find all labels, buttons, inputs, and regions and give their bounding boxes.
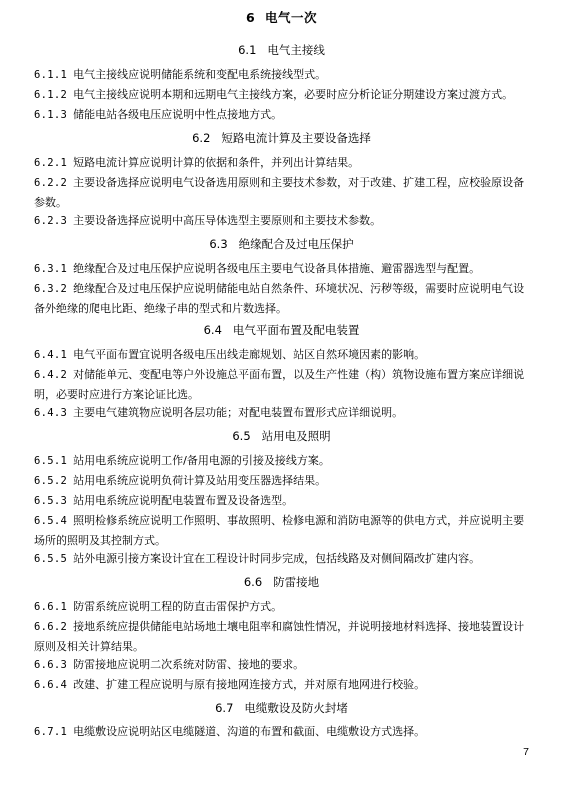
clause-number: 6.5.3: [34, 495, 68, 507]
clause-6-1-1: [34, 65, 530, 85]
clause-text: 绝缘配合及过电压保护应说明储能电站自然条件、环境状况、污秽等级，需要时应说明电气设备外绝缘的爬电比距、绝缘子串的型式和片数选择。: [34, 282, 525, 315]
clause-6-4-1: [34, 345, 530, 365]
clause-text: 电气主接线应说明储能系统和变配电系统接线型式。: [73, 68, 327, 81]
section-title-6-1: 6.1 电气主接线: [238, 43, 325, 57]
clause-6-3-1: [34, 259, 530, 279]
clause-6-2-3: [34, 211, 530, 231]
clause-6-1-2: [34, 85, 530, 105]
clause-text: 主要设备选择应说明中高压导体选型主要原则和主要技术参数。: [73, 214, 382, 227]
clause-6-7-1: [34, 722, 530, 742]
clause-6-4-2: [34, 365, 530, 404]
page-number: 7: [523, 746, 529, 758]
clause-text: 防雷接地应说明二次系统对防雷、接地的要求。: [73, 658, 305, 671]
clause-number: 6.5.4: [34, 515, 68, 527]
clause-text: 对储能单元、变配电等户外设施总平面布置，以及生产性建（构）筑物设施布置方案应详细说明，必要时应进行方案论证比选。: [34, 368, 525, 401]
clause-number: 6.3.1: [34, 263, 68, 275]
clause-6-6-4: [34, 675, 530, 695]
clause-6-4-3: [34, 403, 530, 423]
clause-number: 6.1.3: [34, 109, 68, 121]
clause-number: 6.6.4: [34, 679, 68, 691]
clause-number: 6.1.2: [34, 89, 68, 101]
clause-text: 储能电站各级电压应说明中性点接地方式。: [73, 108, 283, 121]
clause-number: 6.7.1: [34, 726, 68, 738]
clause-text: 照明检修系统应说明工作照明、事故照明、检修电源和消防电源等的供电方式，并应说明主要场所的照明及其控制方式。: [34, 514, 525, 547]
clause-text: 站外电源引接方案设计宜在工程设计时同步完成，包括线路及对侧间隔改扩建内容。: [73, 552, 481, 565]
clause-number: 6.5.1: [34, 455, 68, 467]
clause-number: 6.4.1: [34, 349, 68, 361]
clause-number: 6.4.2: [34, 369, 68, 381]
clause-text: 站用电系统应说明负荷计算及站用变压器选择结果。: [73, 474, 327, 487]
clause-6-1-3: [34, 105, 530, 125]
clause-6-6-3: [34, 655, 530, 675]
section-title-6-7: 6.7 电缆敷设及防火封堵: [215, 701, 348, 715]
clause-number: 6.6.3: [34, 659, 68, 671]
clause-number: 6.5.5: [34, 553, 68, 565]
clause-6-5-1: [34, 451, 530, 471]
clause-number: 6.3.2: [34, 283, 68, 295]
clause-text: 防雷系统应说明工程的防直击雷保护方式。: [73, 600, 283, 613]
clause-number: 6.2.1: [34, 157, 68, 169]
section-title-6-4: 6.4 电气平面布置及配电装置: [203, 323, 360, 337]
clause-6-3-2: [34, 279, 530, 318]
clause-number: 6.4.3: [34, 407, 68, 419]
clause-6-5-3: [34, 491, 530, 511]
clause-text: 站用电系统应说明配电装置布置及设备选型。: [73, 494, 294, 507]
clause-number: 6.5.2: [34, 475, 68, 487]
clause-6-2-1: [34, 153, 530, 173]
clause-number: 6.2.3: [34, 215, 68, 227]
clause-text: 电气平面布置宜说明各级电压出线走廊规划、站区自然环境因素的影响。: [73, 348, 426, 361]
clause-number: 6.1.1: [34, 69, 68, 81]
clause-6-5-5: [34, 549, 530, 569]
section-title-6-3: 6.3 绝缘配合及过电压保护: [209, 237, 354, 251]
clause-text: 主要电气建筑物应说明各层功能；对配电装置布置形式应详细说明。: [73, 406, 404, 419]
clause-number: 6.6.2: [34, 621, 68, 633]
clause-text: 接地系统应提供储能电站场地土壤电阻率和腐蚀性情况，并说明接地材料选择、接地装置设计原则及相关计算结果。: [34, 620, 525, 653]
clause-text: 电气主接线应说明本期和远期电气主接线方案，必要时应分析论证分期建设方案过渡方式。: [73, 88, 514, 101]
clause-text: 主要设备选择应说明电气设备选用原则和主要技术参数，对于改建、扩建工程，应校验原设备参数。: [34, 176, 525, 209]
clause-number: 6.6.1: [34, 601, 68, 613]
clause-number: 6.2.2: [34, 177, 68, 189]
clause-6-6-2: [34, 617, 530, 656]
clause-6-6-1: [34, 597, 530, 617]
section-title-6-2: 6.2 短路电流计算及主要设备选择: [192, 131, 371, 145]
clause-6-2-2: [34, 173, 530, 212]
clause-6-5-2: [34, 471, 530, 491]
clause-text: 短路电流计算应说明计算的依据和条件，并列出计算结果。: [73, 156, 360, 169]
clause-6-5-4: [34, 511, 530, 550]
clause-text: 电缆敷设应说明站区电缆隧道、沟道的布置和截面、电缆敷设方式选择。: [73, 725, 426, 738]
clause-text: 改建、扩建工程应说明与原有接地网连接方式，并对原有地网进行校验。: [73, 678, 426, 691]
chapter-title: 6 电气一次: [246, 10, 317, 25]
clause-text: 绝缘配合及过电压保护应说明各级电压主要电气设备具体措施、避雷器选型与配置。: [73, 262, 481, 275]
clause-text: 站用电系统应说明工作/备用电源的引接及接线方案。: [73, 454, 330, 467]
section-title-6-5: 6.5 站用电及照明: [232, 429, 331, 443]
section-title-6-6: 6.6 防雷接地: [243, 575, 320, 589]
